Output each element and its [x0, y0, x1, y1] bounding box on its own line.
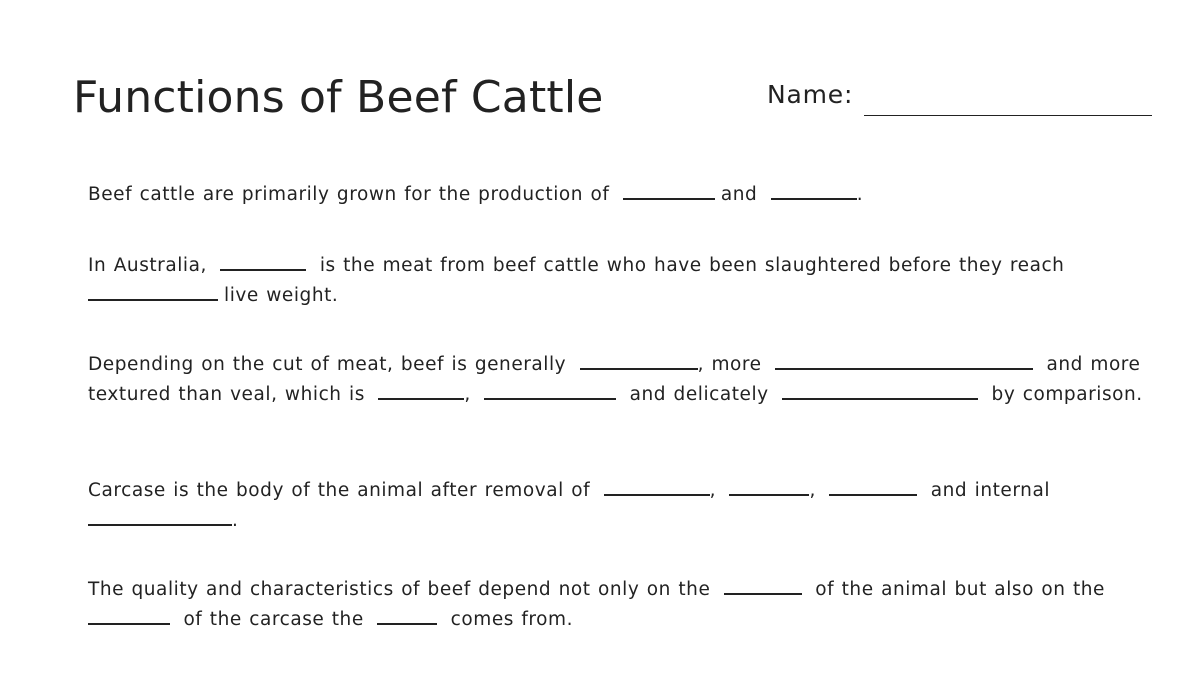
- fill-in-blank[interactable]: [782, 380, 978, 400]
- fill-in-blank[interactable]: [724, 575, 802, 595]
- paragraph-text: of the animal but also on the: [815, 579, 1105, 600]
- worksheet-title: Functions of Beef Cattle: [73, 72, 604, 123]
- paragraph-text: In Australia,: [88, 255, 207, 276]
- paragraph-2: [88, 251, 1148, 310]
- paragraph-text: and: [720, 184, 758, 205]
- paragraph-text: .: [232, 509, 239, 531]
- fill-in-blank[interactable]: [829, 476, 917, 496]
- fill-in-blank[interactable]: [604, 476, 710, 496]
- paragraph-4: [88, 476, 1148, 535]
- paragraph-5: [88, 575, 1148, 634]
- paragraph-text: The quality and characteristics of beef depend not only on the: [88, 579, 711, 600]
- fill-in-blank[interactable]: [377, 605, 437, 625]
- paragraph-3: [88, 350, 1148, 409]
- paragraph-text: and internal: [930, 480, 1051, 501]
- fill-in-blank[interactable]: [775, 350, 1033, 370]
- fill-in-blank[interactable]: [88, 605, 170, 625]
- paragraph-text: ,: [464, 383, 471, 405]
- paragraph-text: , more: [697, 354, 762, 375]
- fill-in-blank[interactable]: [88, 281, 218, 301]
- paragraph-text: ,: [709, 480, 717, 501]
- fill-in-blank[interactable]: [580, 350, 698, 370]
- fill-in-blank[interactable]: [378, 380, 464, 400]
- paragraph-text: .: [856, 184, 864, 205]
- name-label: Name:: [767, 80, 854, 109]
- paragraph-text: by comparison.: [991, 383, 1143, 405]
- name-blank-line[interactable]: [864, 115, 1152, 116]
- fill-in-blank[interactable]: [88, 506, 232, 526]
- fill-in-blank[interactable]: [771, 180, 857, 200]
- paragraph-text: Carcase is the body of the animal after removal of: [88, 480, 591, 501]
- paragraph-text: is the meat from beef cattle who have been slaughtered before they reach: [319, 255, 1065, 276]
- fill-in-blank[interactable]: [484, 380, 616, 400]
- fill-in-blank[interactable]: [623, 180, 715, 200]
- paragraph-text: and more textured than veal, which is: [88, 354, 1141, 405]
- fill-in-blank[interactable]: [220, 251, 306, 271]
- paragraph-text: of the carcase the: [183, 608, 364, 630]
- fill-in-blank[interactable]: [729, 476, 809, 496]
- paragraph-text: live weight.: [224, 284, 339, 306]
- paragraph-text: Beef cattle are primarily grown for the production of: [88, 184, 610, 205]
- paragraph-text: and delicately: [629, 383, 769, 405]
- paragraph-1: [88, 180, 1148, 210]
- paragraph-text: comes from.: [450, 608, 574, 630]
- paragraph-text: Depending on the cut of meat, beef is generally: [88, 354, 567, 375]
- paragraph-text: ,: [809, 480, 816, 501]
